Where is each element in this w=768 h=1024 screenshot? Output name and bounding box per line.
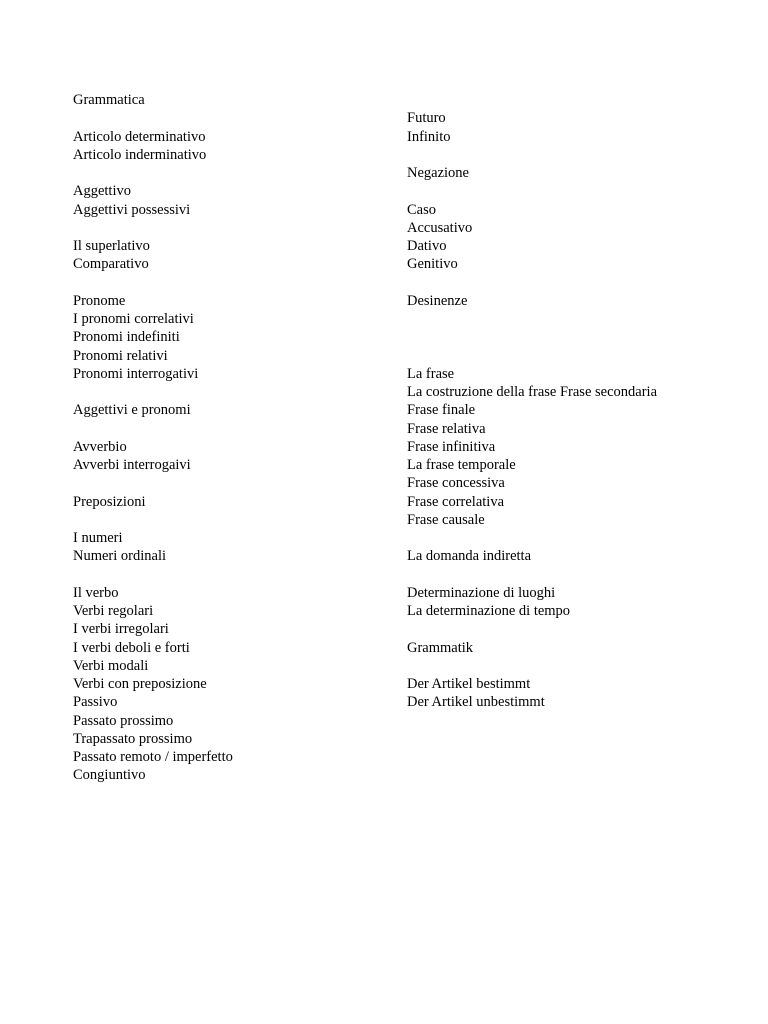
list-item: Desinenze: [407, 292, 468, 309]
list-item: Pronomi interrogativi: [73, 365, 199, 382]
list-item: La costruzione della frase Frase secondaria: [407, 384, 658, 400]
list-item: Comparativo: [73, 256, 149, 273]
list-item: Grammatica: [73, 92, 145, 108]
list-item: La determinazione di tempo: [407, 603, 571, 619]
list-item: Dativo: [407, 238, 447, 254]
list-item: Frase correlativa: [407, 493, 505, 510]
list-item: Caso: [407, 201, 436, 218]
list-item: Aggettivi e pronomi: [73, 402, 191, 419]
list-item: Grammatik: [407, 639, 474, 656]
list-item: Frase infinitiva: [407, 438, 496, 455]
list-item: Verbi modali: [73, 657, 149, 674]
list-item: Frase concessiva: [407, 475, 505, 492]
list-item: Genitivo: [407, 256, 458, 273]
list-item: Congiuntivo: [73, 767, 146, 784]
list-item: Passivo: [73, 694, 118, 711]
list-item: Trapassato prossimo: [73, 730, 193, 747]
list-item: La domanda indiretta: [407, 548, 532, 565]
list-item: Pronomi relativi: [73, 347, 168, 364]
list-item: Passato remoto / imperfetto: [73, 749, 233, 765]
list-item: I numeri: [73, 530, 123, 546]
list-item: Determinazione di luoghi: [407, 584, 556, 601]
list-item: Pronomi indefiniti: [73, 329, 180, 346]
list-item: Negazione: [407, 165, 469, 181]
list-item: La frase temporale: [407, 457, 516, 473]
list-item: Avverbi interrogaivi: [73, 457, 191, 473]
list-item: Verbi regolari: [73, 603, 154, 619]
list-item: Avverbio: [73, 438, 127, 455]
list-item: Frase finale: [407, 402, 476, 419]
list-item: Passato prossimo: [73, 712, 174, 729]
list-item: Preposizioni: [73, 493, 146, 510]
list-item: La frase: [407, 365, 455, 382]
list-item: Frase relativa: [407, 420, 486, 437]
list-item: Accusativo: [407, 219, 473, 236]
list-item: Numeri ordinali: [73, 548, 167, 565]
list-item: Frase causale: [407, 511, 485, 528]
list-item: Verbi con preposizione: [73, 676, 207, 692]
list-item: Articolo determinativo: [73, 128, 206, 145]
list-item: Der Artikel unbestimmt: [407, 694, 545, 711]
list-item: Aggettivo: [73, 183, 131, 200]
list-item: Infinito: [407, 128, 451, 145]
list-item: I verbi deboli e forti: [73, 639, 190, 656]
list-item: Articolo inderminativo: [73, 146, 207, 163]
list-item: I verbi irregolari: [73, 621, 169, 638]
list-item: Futuro: [407, 110, 446, 127]
list-item: Aggettivi possessivi: [73, 201, 191, 218]
list-item: Il superlativo: [73, 238, 150, 254]
list-item: Il verbo: [73, 584, 119, 601]
list-item: Pronome: [73, 292, 126, 309]
list-item: I pronomi correlativi: [73, 311, 194, 327]
list-item: Der Artikel bestimmt: [407, 676, 531, 692]
